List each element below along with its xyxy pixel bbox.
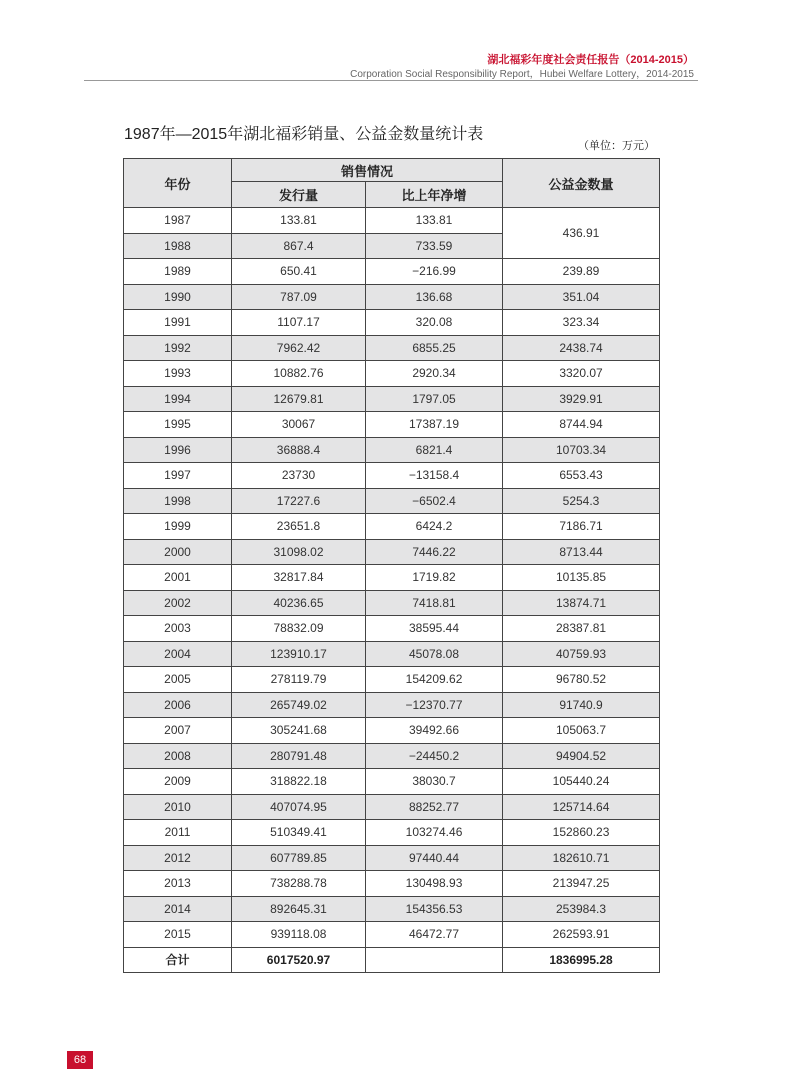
year-cell: 2015 (124, 922, 232, 948)
report-header-cn: 湖北福彩年度社会责任报告（2014-2015） (487, 54, 694, 66)
table-row (124, 514, 660, 540)
issued-cell: 40236.65 (232, 590, 366, 616)
issued-cell: 1107.17 (232, 310, 366, 336)
year-cell: 1994 (124, 386, 232, 412)
table-row (124, 284, 660, 310)
net-cell: 130498.93 (366, 871, 503, 897)
issued-cell: 23730 (232, 463, 366, 489)
fund-cell: 40759.93 (503, 641, 660, 667)
year-cell: 2000 (124, 539, 232, 565)
net-cell: 6821.4 (366, 437, 503, 463)
issued-cell: 867.4 (232, 233, 366, 259)
issued-cell: 265749.02 (232, 692, 366, 718)
year-cell: 1990 (124, 284, 232, 310)
fund-cell: 105063.7 (503, 718, 660, 744)
year-cell: 1999 (124, 514, 232, 540)
year-cell: 2008 (124, 743, 232, 769)
table-row (124, 565, 660, 591)
table-row (124, 590, 660, 616)
year-cell: 2005 (124, 667, 232, 693)
year-cell: 1995 (124, 412, 232, 438)
table-row (124, 845, 660, 871)
fund-cell: 351.04 (503, 284, 660, 310)
fund-cell: 10135.85 (503, 565, 660, 591)
year-cell: 1991 (124, 310, 232, 336)
table-row (124, 820, 660, 846)
fund-cell: 91740.9 (503, 692, 660, 718)
fund-cell: 125714.64 (503, 794, 660, 820)
net-cell: 103274.46 (366, 820, 503, 846)
header-issued: 发行量 (232, 182, 366, 208)
total-row (124, 947, 660, 973)
issued-cell: 23651.8 (232, 514, 366, 540)
issued-cell: 318822.18 (232, 769, 366, 795)
net-cell: −12370.77 (366, 692, 503, 718)
issued-cell: 30067 (232, 412, 366, 438)
net-cell: 46472.77 (366, 922, 503, 948)
fund-cell: 10703.34 (503, 437, 660, 463)
total-issued: 6017520.97 (232, 947, 366, 973)
net-cell: −24450.2 (366, 743, 503, 769)
net-cell: 320.08 (366, 310, 503, 336)
table-row (124, 539, 660, 565)
fund-cell: 94904.52 (503, 743, 660, 769)
year-cell: 2010 (124, 794, 232, 820)
net-cell: −13158.4 (366, 463, 503, 489)
net-cell: 39492.66 (366, 718, 503, 744)
fund-cell: 323.34 (503, 310, 660, 336)
fund-cell: 182610.71 (503, 845, 660, 871)
fund-cell: 262593.91 (503, 922, 660, 948)
net-cell: 7418.81 (366, 590, 503, 616)
issued-cell: 650.41 (232, 259, 366, 285)
net-cell: 1719.82 (366, 565, 503, 591)
fund-cell: 6553.43 (503, 463, 660, 489)
table-row (124, 922, 660, 948)
issued-cell: 31098.02 (232, 539, 366, 565)
net-cell: 38030.7 (366, 769, 503, 795)
header-year: 年份 (124, 159, 232, 208)
fund-cell: 213947.25 (503, 871, 660, 897)
table-row (124, 616, 660, 642)
table-title: 1987年—2015年湖北福彩销量、公益金数量统计表 (124, 126, 484, 143)
year-cell: 2011 (124, 820, 232, 846)
net-cell: 133.81 (366, 208, 503, 234)
issued-cell: 278119.79 (232, 667, 366, 693)
table-row (124, 769, 660, 795)
fund-cell: 2438.74 (503, 335, 660, 361)
table-row (124, 208, 660, 234)
net-cell: 97440.44 (366, 845, 503, 871)
year-cell: 1998 (124, 488, 232, 514)
issued-cell: 123910.17 (232, 641, 366, 667)
issued-cell: 133.81 (232, 208, 366, 234)
fund-cell: 3320.07 (503, 361, 660, 387)
issued-cell: 939118.08 (232, 922, 366, 948)
unit-note: （单位：万元） (578, 140, 655, 152)
net-cell: 154209.62 (366, 667, 503, 693)
fund-cell: 152860.23 (503, 820, 660, 846)
table-row (124, 743, 660, 769)
table-row (124, 667, 660, 693)
year-cell: 1992 (124, 335, 232, 361)
year-cell: 1987 (124, 208, 232, 234)
header-net: 比上年净增 (366, 182, 503, 208)
issued-cell: 78832.09 (232, 616, 366, 642)
year-cell: 2004 (124, 641, 232, 667)
issued-cell: 892645.31 (232, 896, 366, 922)
net-cell: −6502.4 (366, 488, 503, 514)
net-cell: 38595.44 (366, 616, 503, 642)
page-number: 68 (67, 1051, 93, 1069)
issued-cell: 7962.42 (232, 335, 366, 361)
table-row (124, 794, 660, 820)
net-cell: −216.99 (366, 259, 503, 285)
header-sales-group: 销售情况 (232, 159, 503, 182)
year-cell: 1996 (124, 437, 232, 463)
table-row (124, 361, 660, 387)
report-header-en: Corporation Social Responsibility Report，Hubei Welfare Lottery，2014-2015 (350, 69, 694, 80)
fund-cell: 8744.94 (503, 412, 660, 438)
year-cell: 2003 (124, 616, 232, 642)
total-net (366, 947, 503, 973)
net-cell: 6424.2 (366, 514, 503, 540)
net-cell: 2920.34 (366, 361, 503, 387)
year-cell: 2006 (124, 692, 232, 718)
total-label: 合计 (124, 947, 232, 973)
table-row (124, 871, 660, 897)
fund-cell: 28387.81 (503, 616, 660, 642)
issued-cell: 10882.76 (232, 361, 366, 387)
year-cell: 2007 (124, 718, 232, 744)
table-row (124, 896, 660, 922)
net-cell: 17387.19 (366, 412, 503, 438)
year-cell: 2002 (124, 590, 232, 616)
issued-cell: 607789.85 (232, 845, 366, 871)
table-row (124, 463, 660, 489)
net-cell: 6855.25 (366, 335, 503, 361)
issued-cell: 36888.4 (232, 437, 366, 463)
year-cell: 2013 (124, 871, 232, 897)
year-cell: 2012 (124, 845, 232, 871)
year-cell: 1989 (124, 259, 232, 285)
header-divider (84, 80, 698, 81)
fund-cell: 105440.24 (503, 769, 660, 795)
net-cell: 7446.22 (366, 539, 503, 565)
table-row (124, 335, 660, 361)
table-row (124, 488, 660, 514)
table-row (124, 412, 660, 438)
issued-cell: 12679.81 (232, 386, 366, 412)
fund-cell: 253984.3 (503, 896, 660, 922)
issued-cell: 305241.68 (232, 718, 366, 744)
table-row (124, 718, 660, 744)
fund-cell-merged: 436.91 (503, 208, 660, 259)
year-cell: 2009 (124, 769, 232, 795)
table-row (124, 386, 660, 412)
fund-cell: 8713.44 (503, 539, 660, 565)
net-cell: 136.68 (366, 284, 503, 310)
lottery-stats-table (123, 158, 660, 973)
fund-cell: 5254.3 (503, 488, 660, 514)
total-fund: 1836995.28 (503, 947, 660, 973)
table-row (124, 310, 660, 336)
issued-cell: 787.09 (232, 284, 366, 310)
issued-cell: 510349.41 (232, 820, 366, 846)
year-cell: 2001 (124, 565, 232, 591)
fund-cell: 7186.71 (503, 514, 660, 540)
fund-cell: 96780.52 (503, 667, 660, 693)
net-cell: 88252.77 (366, 794, 503, 820)
table-row (124, 437, 660, 463)
year-cell: 1988 (124, 233, 232, 259)
year-cell: 1997 (124, 463, 232, 489)
table-row (124, 641, 660, 667)
issued-cell: 32817.84 (232, 565, 366, 591)
fund-cell: 239.89 (503, 259, 660, 285)
issued-cell: 17227.6 (232, 488, 366, 514)
fund-cell: 3929.91 (503, 386, 660, 412)
net-cell: 45078.08 (366, 641, 503, 667)
issued-cell: 738288.78 (232, 871, 366, 897)
issued-cell: 407074.95 (232, 794, 366, 820)
net-cell: 154356.53 (366, 896, 503, 922)
header-fund: 公益金数量 (503, 159, 660, 208)
net-cell: 1797.05 (366, 386, 503, 412)
table-row (124, 692, 660, 718)
net-cell: 733.59 (366, 233, 503, 259)
table-row (124, 259, 660, 285)
issued-cell: 280791.48 (232, 743, 366, 769)
year-cell: 1993 (124, 361, 232, 387)
year-cell: 2014 (124, 896, 232, 922)
fund-cell: 13874.71 (503, 590, 660, 616)
